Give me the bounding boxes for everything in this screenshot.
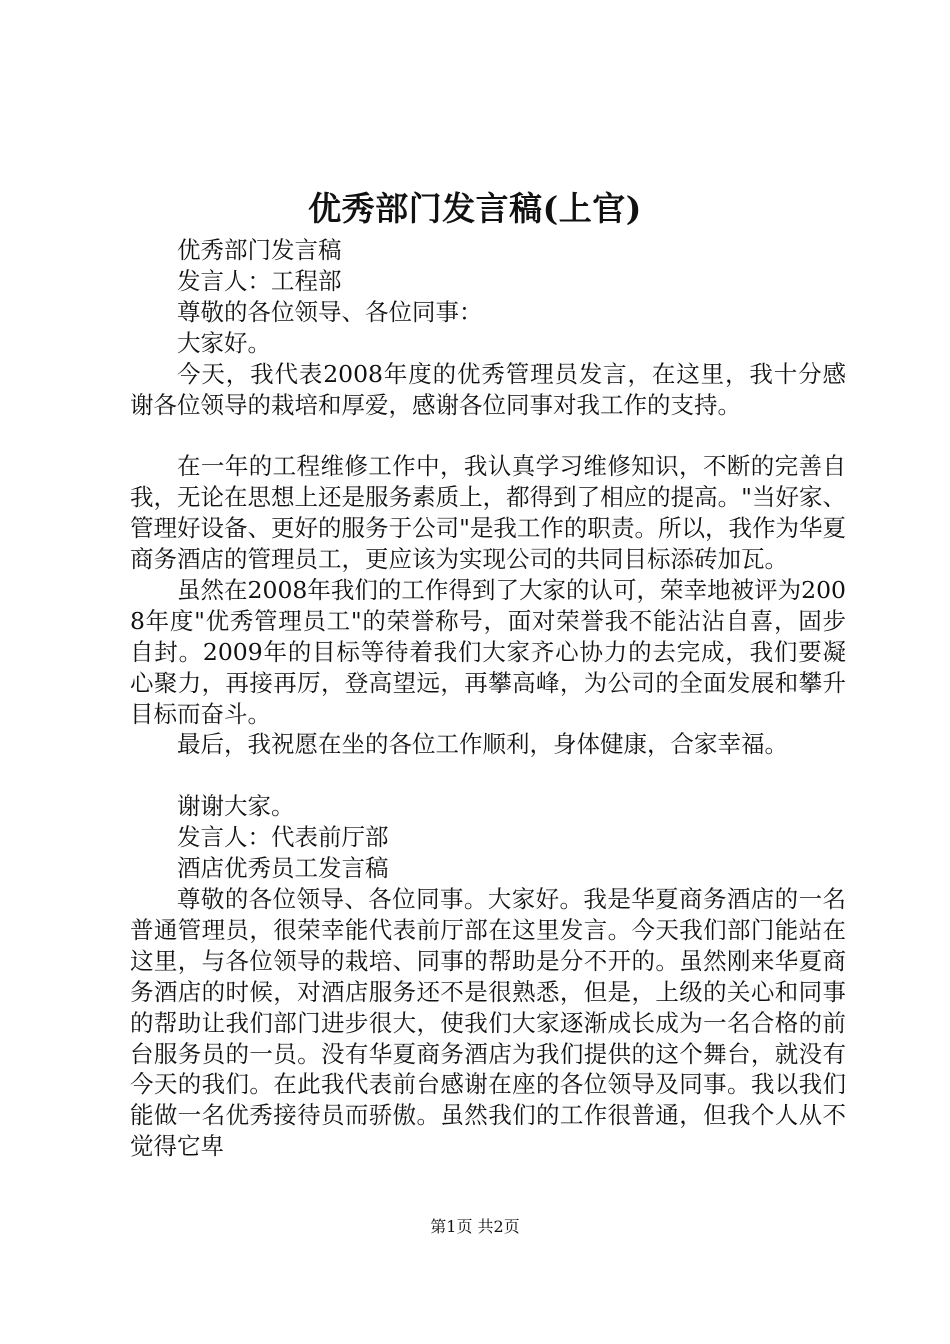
paragraph: 发言人：工程部 [177,266,342,295]
page-footer: 第1页 共2页 [430,1217,520,1236]
paragraph: 在一年的工程维修工作中，我认真学习维修知识，不断的完善自我，无论在思想上还是服务素质上，都得到了相应的提高。"当好家、管理好设备、更好的服务于公司"是我工作的职责。所以，我作为华夏商务酒店的管理员工，更应该为实现公司的共同目标添砖加瓦。 [130,452,846,574]
paragraph: 最后，我祝愿在坐的各位工作顺利，身体健康，合家幸福。 [177,730,788,759]
paragraph: 发言人：代表前厅部 [177,823,389,852]
paragraph: 优秀部门发言稿 [177,236,342,264]
paragraph: 虽然在2008年我们的工作得到了大家的认可，荣幸地被评为2008年度"优秀管理员工"的荣誉称号，面对荣誉我不能沾沾自喜，固步自封。2009年的目标等待着我们大家齐心协力的去完成，我们要凝心聚力，再接再厉，登高望远，再攀高峰，为公司的全面发展和攀升目标而奋斗。 [130,575,846,728]
blank-line [130,760,846,791]
paragraph: 尊敬的各位领导、各位同事： [177,297,483,326]
paragraph: 谢谢大家。 [177,792,295,821]
document-title: 优秀部门发言稿(上官) [308,189,642,228]
paragraph: 尊敬的各位领导、各位同事。大家好。我是华夏商务酒店的一名普通管理员，很荣幸能代表前厅部在这里发言。今天我们部门能站在这里，与各位领导的栽培、同事的帮助是分不开的。虽然刚来华夏商务酒店的时候，对酒店服务还不是很熟悉，但是，上级的关心和同事的帮助让我们部门进步很大，使我们大家逐渐成长成为一名合格的前台服务员的一员。没有华夏商务酒店为我们提供的这个舞台，就没有今天的我们。在此我代表前台感谢在座的各位领导及同事。我以我们能做一名优秀接待员而骄傲。虽然我们的工作很普通，但我个人从不觉得它卑 [130,885,846,1161]
document-body [130,235,846,1162]
paragraph: 今天，我代表2008年度的优秀管理员发言，在这里，我十分感谢各位领导的栽培和厚爱，感谢各位同事对我工作的支持。 [130,359,846,419]
paragraph: 酒店优秀员工发言稿 [177,854,389,883]
blank-line [130,420,846,451]
paragraph: 大家好。 [177,328,271,357]
